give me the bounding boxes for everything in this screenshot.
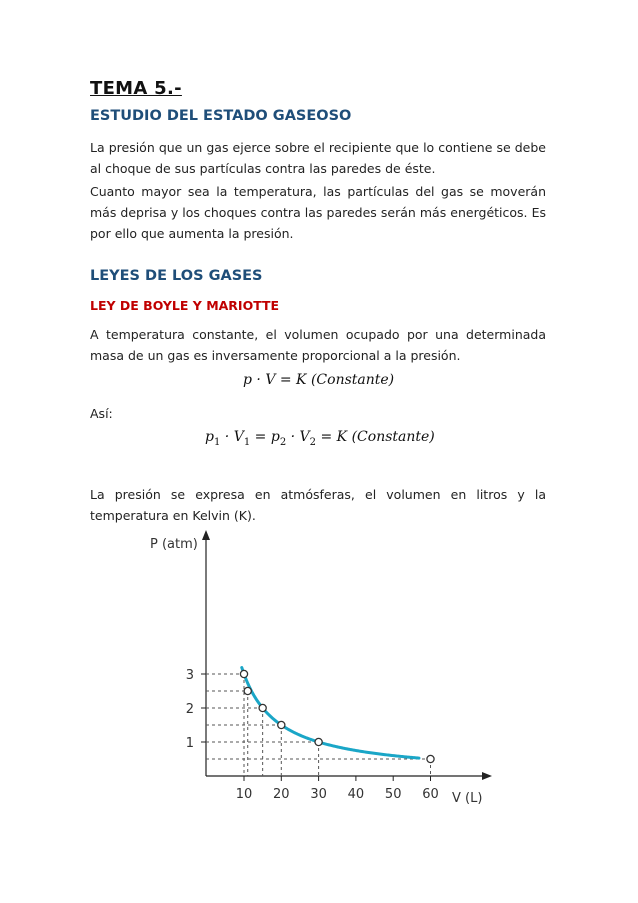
subheading-boyle-mariotte: LEY DE BOYLE Y MARIOTTE [90, 298, 280, 313]
paragraph-temperatura: Cuanto mayor sea la temperatura, las partículas del gas se moverán más deprisa y los choques contra las paredes serán más energéticos. Es por ello que aumenta la presión. [90, 184, 546, 241]
x-tick-label: 60 [422, 787, 439, 802]
boyle-chart [140, 528, 500, 810]
data-point-4 [278, 721, 285, 728]
x-tick-label: 50 [384, 787, 402, 802]
y-tick-label: 1 [185, 736, 194, 751]
data-point-6 [427, 755, 434, 762]
data-point-5 [315, 738, 322, 745]
paragraph-boyle: A temperatura constante, el volumen ocupado por una determinada masa de un gas es inversamente proporcional a la presión. [90, 327, 546, 363]
x-tick-label: 10 [235, 787, 253, 802]
data-point-2 [244, 687, 251, 694]
data-point-1 [240, 670, 247, 677]
y-axis-arrow [202, 530, 210, 540]
y-tick-label: 3 [185, 668, 194, 683]
section-heading-gaseoso: ESTUDIO DEL ESTADO GASEOSO [90, 108, 352, 124]
paragraph-presion: La presión que un gas ejerce sobre el recipiente que lo contiene se debe al choque de sus partículas contra las paredes de éste. [90, 140, 546, 176]
section-heading-leyes: LEYES DE LOS GASES [90, 268, 263, 284]
formula-pv-constant: p · V = K (Constante) [243, 372, 395, 388]
label-asi: Así: [90, 406, 113, 421]
x-axis-label: V (L) [452, 791, 483, 806]
page-title: TEMA 5.- [90, 78, 182, 99]
x-tick-label: 20 [273, 787, 290, 802]
x-tick-label: 40 [347, 787, 365, 802]
x-tick-label: 30 [310, 787, 327, 802]
y-tick-label: 2 [185, 702, 194, 717]
paragraph-unidades: La presión se expresa en atmósferas, el volumen en litros y la temperatura en Kelvin (K). [90, 487, 546, 523]
formula-p1v1-p2v2: $p_1 \cdot V_1 = p_2 \cdot V_2 = K$ (Constante) [205, 429, 435, 448]
data-point-3 [259, 704, 266, 711]
y-axis-label: P (atm) [150, 537, 198, 552]
boyle-curve [242, 667, 419, 758]
x-axis-arrow [482, 772, 492, 780]
